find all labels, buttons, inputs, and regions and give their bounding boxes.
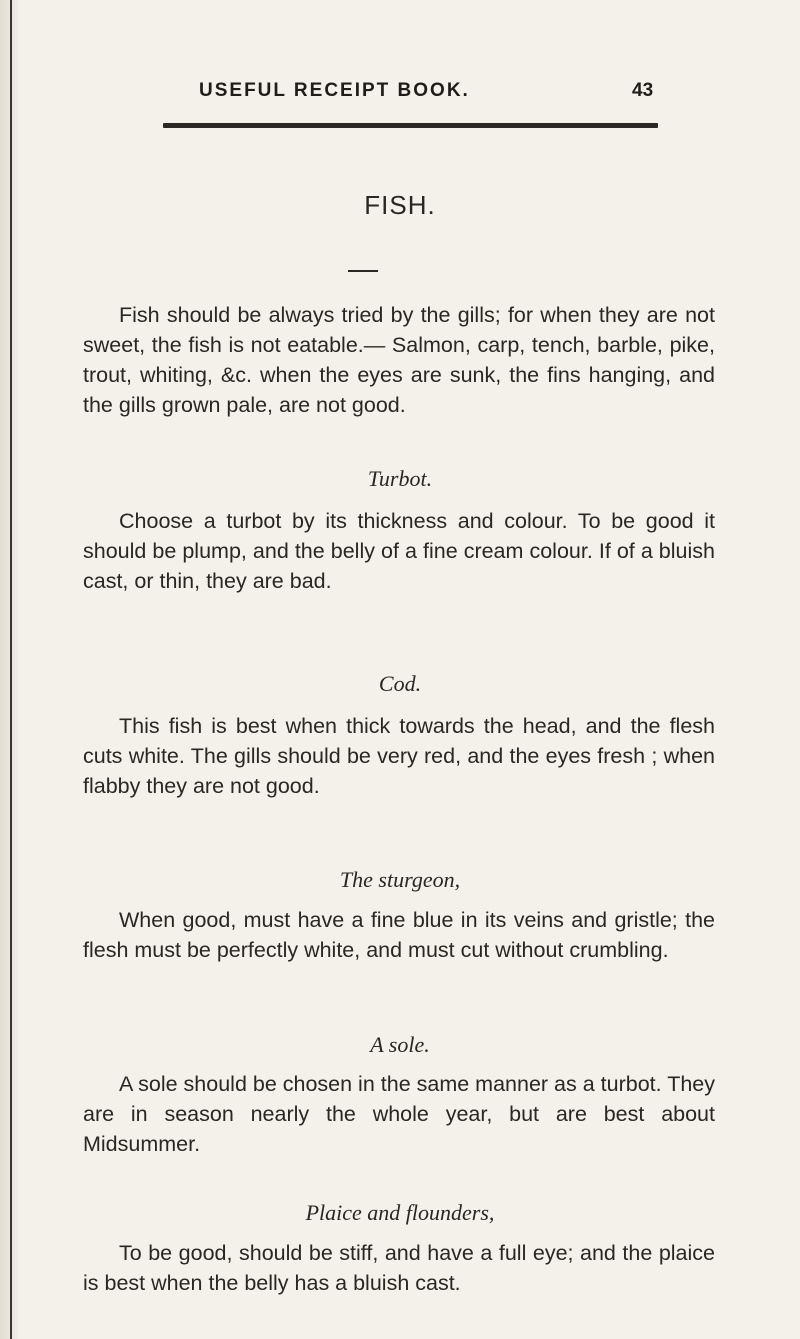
paragraph-turbot	[83, 506, 715, 596]
paragraph-sturgeon	[83, 905, 715, 965]
text-plaice: To be good, should be stiff, and have a full eye; and the plaice is best when the belly has a bluish cast.	[83, 1241, 715, 1295]
paragraph-cod	[83, 711, 715, 801]
running-head: USEFUL RECEIPT BOOK.	[199, 80, 470, 101]
page-header	[0, 80, 800, 110]
text-sturgeon: When good, must have a fine blue in its veins and gristle; the flesh must be perfectly white, and must cut without crumbling.	[83, 908, 715, 962]
heading-plaice: Plaice and flounders,	[305, 1200, 495, 1225]
text-turbot: Choose a turbot by its thickness and colour. To be good it should be plump, and the belly of a fine cream colour. If of a bluish cast, or thin, they are bad.	[83, 509, 715, 593]
title-divider	[348, 270, 378, 272]
section-title: FISH.	[364, 190, 436, 220]
paragraph-plaice	[83, 1238, 715, 1298]
text-sole: A sole should be chosen in the same manner as a turbot. They are in season nearly the whole year, but are best about Midsummer.	[83, 1072, 715, 1156]
heading-cod: Cod.	[378, 671, 422, 696]
paragraph-sole	[83, 1069, 715, 1159]
header-rule	[163, 123, 658, 128]
text-cod: This fish is best when thick towards the head, and the flesh cuts white. The gills should be very red, and the eyes fresh ; when flabby they are not good.	[83, 714, 715, 798]
intro-paragraph	[83, 300, 715, 420]
page-number: 43	[632, 80, 654, 101]
heading-sturgeon: The sturgeon,	[339, 867, 461, 892]
heading-sole: A sole.	[370, 1032, 430, 1057]
heading-turbot: Turbot.	[367, 466, 433, 491]
intro-text: Fish should be always tried by the gills; for when they are not sweet, the fish is not eatable.— Salmon, carp, tench, barble, pike, trout, whiting, &c. when the eyes are sunk, the fins hanging, and the gills grown pale, are not good.	[83, 303, 715, 417]
